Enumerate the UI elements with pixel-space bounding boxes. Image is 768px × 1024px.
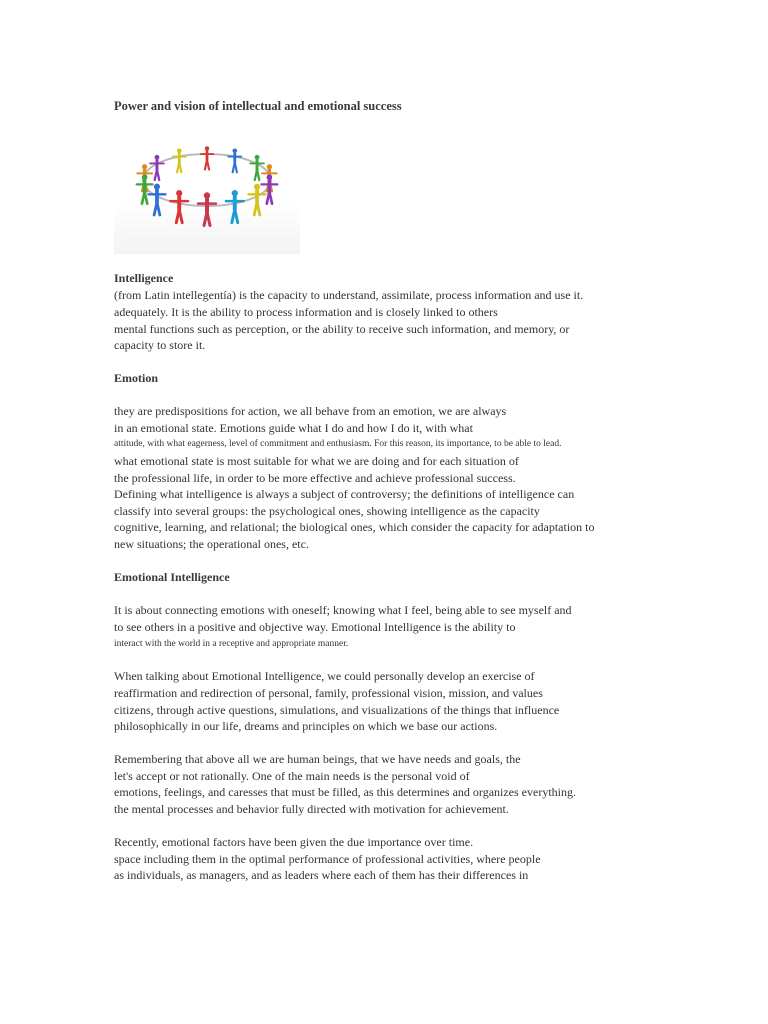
heading-intelligence: Intelligence xyxy=(114,271,174,285)
person-figure xyxy=(170,190,188,223)
emotion-line: what emotional state is most suitable for what we are doing and for each situation of xyxy=(114,454,519,468)
person-figure xyxy=(201,146,214,169)
emotion-line: they are predispositions for action, we all behave from an emotion, we are always xyxy=(114,404,507,418)
ei-para1-line: It is about connecting emotions with oneself; knowing what I feel, being able to see myself and xyxy=(114,603,572,617)
person-figure xyxy=(137,174,153,203)
person-figure xyxy=(261,174,277,203)
emotion-line: new situations; the operational ones, etc. xyxy=(114,537,309,551)
ei-para3-line: the mental processes and behavior fully directed with motivation for achievement. xyxy=(114,802,509,816)
emotion-line: classify into several groups: the psychological ones, showing intelligence as the capacity xyxy=(114,504,540,518)
intelligence-line: mental functions such as perception, or the ability to receive such information, and memory, or xyxy=(114,322,570,336)
person-figure xyxy=(173,148,186,172)
ei-para1-line: to see others in a positive and objective way. Emotional Intelligence is the ability to xyxy=(114,620,516,634)
ei-para2-line: When talking about Emotional Intelligence, we could personally develop an exercise of xyxy=(114,669,535,683)
person-figure xyxy=(198,192,216,225)
ei-para3-line: let's accept or not rationally. One of the main needs is the personal void of xyxy=(114,769,470,783)
person-figure xyxy=(228,148,241,172)
ei-para4-line: space including them in the optimal performance of professional activities, where people xyxy=(114,852,541,866)
emotion-line: cognitive, learning, and relational; the biological ones, which consider the capacity for adaptation to xyxy=(114,520,595,534)
emotion-line: Defining what intelligence is always a subject of controversy; the definitions of intelligence can xyxy=(114,487,575,501)
ei-para1-line-small: interact with the world in a receptive and appropriate manner. xyxy=(114,639,349,649)
intelligence-line: (from Latin intellegentía) is the capacity to understand, assimilate, process information and use it. xyxy=(114,288,584,302)
ei-para3-line: emotions, feelings, and caresses that must be filled, as this determines and organizes everything. xyxy=(114,785,576,799)
emotion-line-small: attitude, with what eagerness, level of commitment and enthusiasm. For this reason, its importance, to be able to lead. xyxy=(114,439,562,449)
ei-para4-line: as individuals, as managers, and as leaders where each of them has their differences in xyxy=(114,868,529,882)
intelligence-line: capacity to store it. xyxy=(114,338,206,352)
ei-para2-line: philosophically in our life, dreams and principles on which we base our actions. xyxy=(114,719,498,733)
ei-para3-line: Remembering that above all we are human beings, that we have needs and goals, the xyxy=(114,752,521,766)
emotion-line: in an emotional state. Emotions guide what I do and how I do it, with what xyxy=(114,421,473,435)
ei-para2-line: citizens, through active questions, simulations, and visualizations of the things that influence xyxy=(114,703,560,717)
emotion-line: the professional life, in order to be more effective and achieve professional success. xyxy=(114,471,516,485)
heading-emotion: Emotion xyxy=(114,371,159,385)
ei-para4-line: Recently, emotional factors have been given the due importance over time. xyxy=(114,835,474,849)
people-circle-figure xyxy=(114,128,300,254)
intelligence-line: adequately. It is the ability to process information and is closely linked to others xyxy=(114,305,498,319)
person-figure xyxy=(226,190,244,223)
page-title: Power and vision of intellectual and emotional success xyxy=(114,99,402,113)
heading-emotional-intelligence: Emotional Intelligence xyxy=(114,570,230,584)
ei-para2-line: reaffirmation and redirection of personal, family, professional vision, mission, and values xyxy=(114,686,543,700)
people-circle-icon xyxy=(114,128,300,254)
